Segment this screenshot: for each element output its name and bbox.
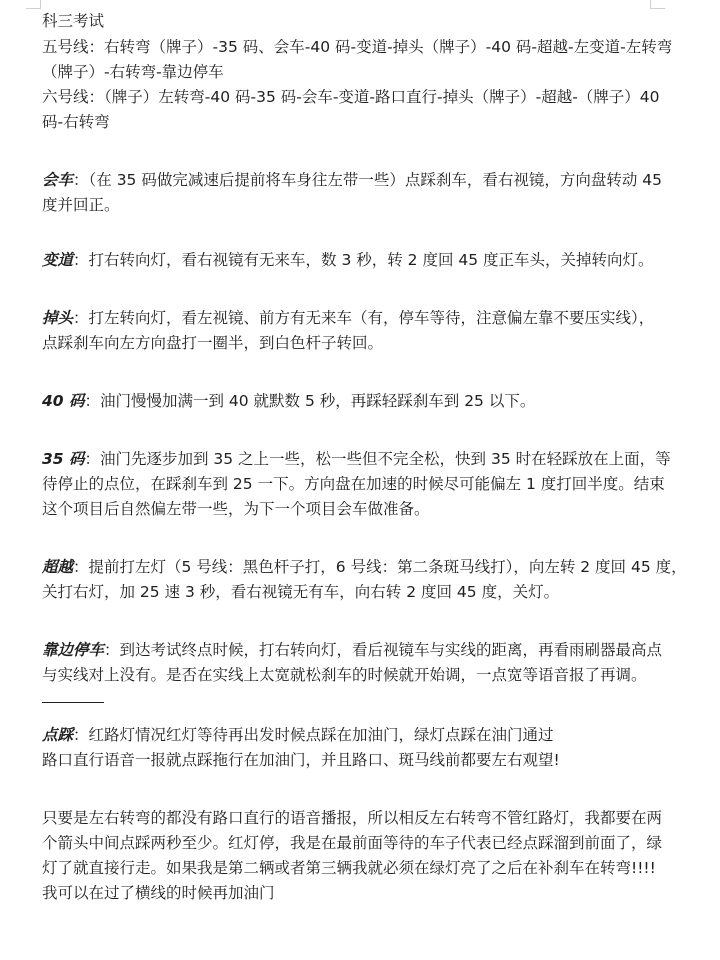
turning-note-line: 只要是左右转弯的都没有路口直行的语音播报，所以相反左右转弯不管红路灯，我都要在两 (42, 809, 663, 827)
overtake-section (42, 555, 687, 605)
tap-brake-line: 路口直行语音一报就点踩拖行在加油门，并且路口、斑马线前都要左右观望! (42, 751, 560, 769)
turning-note-line: 灯了就直接行走。如果我是第二辆或者第三辆我就必须在绿灯亮了之后在补刹车在转弯!!!! (42, 859, 656, 877)
pull-over-term: 靠边停车 (42, 641, 105, 659)
pull-over-section (42, 638, 672, 688)
meeting-line: ：（在 35 码做完减速后提前将车身往左带一些）点踩刹车，看右视镜，方向盘转动 45 (73, 171, 662, 189)
route-5-line: （牌子）-右转弯-靠边停车 (42, 63, 224, 81)
speed-35-line: 待停止的点位，在踩刹车到 25 一下。方向盘在加速的时候尽可能偏左 1 度打回半度。结束 (42, 475, 665, 493)
route-6-line: 码-右转弯 (42, 113, 110, 131)
lane-change-term: 变道 (42, 251, 74, 269)
speed-35-line: 这个项目后自然偏左带一些，为下一个项目会车做准备。 (42, 500, 430, 518)
turning-note-line: 个箭头中间点踩两秒至少。红灯停，我是在最前面等待的车子代表已经点踩溜到前面了，绿 (42, 834, 663, 852)
route-6-line: 六号线：（牌子）左转弯-40 码-35 码-会车-变道-路口直行-掉头（牌子）-超越-（牌子）40 (42, 88, 660, 106)
meeting-term: 会车 (42, 171, 74, 189)
meeting-section (42, 168, 672, 218)
u-turn-term: 掉头 (42, 309, 74, 327)
pull-over-line: 与实线对上没有。是否在实线上太宽就松刹车的时候就开始调，一点宽等语音报了再调。 (42, 666, 647, 684)
lane-change-section (42, 248, 672, 273)
section-divider (42, 702, 104, 703)
u-turn-line: ：打左转向灯，看左视镜、前方有无来车（有，停车等待，注意偏左靠不要压实线）， (73, 309, 655, 327)
speed-40-section (42, 389, 672, 414)
turning-note (42, 806, 672, 906)
tap-brake-line: ：红路灯情况红灯等待再出发时候点踩在加油门，绿灯点踩在油门通过 (73, 726, 554, 744)
overtake-term: 超越 (42, 558, 74, 576)
lane-change-line: ：打右转向灯，看右视镜有无来车，数 3 秒，转 2 度回 45 度正车头，关掉转向灯。 (73, 251, 654, 269)
route-6-text (42, 85, 672, 135)
turning-note-line: 我可以在过了横线的时候再加油门 (42, 884, 275, 902)
overtake-line: ：提前打左灯（5 号线：黑色杆子打，6 号线：第二条斑马线打），向左转 2 度回 45 度， (73, 558, 687, 576)
speed-35-line: ：油门先逐步加到 35 之上一些，松一些但不完全松，快到 35 时在轻踩放在上面，等 (84, 450, 671, 468)
route-5-text (42, 35, 672, 85)
speed-40-term: 40 码 (42, 392, 85, 410)
u-turn-line: 点踩刹车向左方向盘打一圈半，到白色杆子转回。 (42, 334, 384, 352)
route-5-line: 五号线：右转弯（牌子）-35 码、会车-40 码-变道-掉头（牌子）-40 码-超越-左变道-左转弯 (42, 38, 673, 56)
u-turn-section (42, 306, 672, 356)
document-content (42, 8, 687, 906)
speed-40-line: ：油门慢慢加满一到 40 就默数 5 秒，再踩轻踩刹车到 25 以下。 (84, 392, 536, 410)
meeting-line: 度并回正。 (42, 196, 120, 214)
document-title: 科三考试 (42, 12, 105, 30)
speed-35-term: 35 码 (42, 450, 85, 468)
tap-brake-term: 点踩 (42, 726, 74, 744)
tap-brake-section (42, 723, 672, 773)
crop-mark-left (26, 0, 41, 9)
overtake-line: 关打右灯，加 25 速 3 秒，看右视镜无有车，向右转 2 度回 45 度，关灯。 (42, 583, 560, 601)
pull-over-line: ：到达考试终点时候，打右转向灯，看后视镜车与实线的距离，再看雨刷器最高点 (104, 641, 663, 659)
speed-35-section (42, 447, 672, 522)
